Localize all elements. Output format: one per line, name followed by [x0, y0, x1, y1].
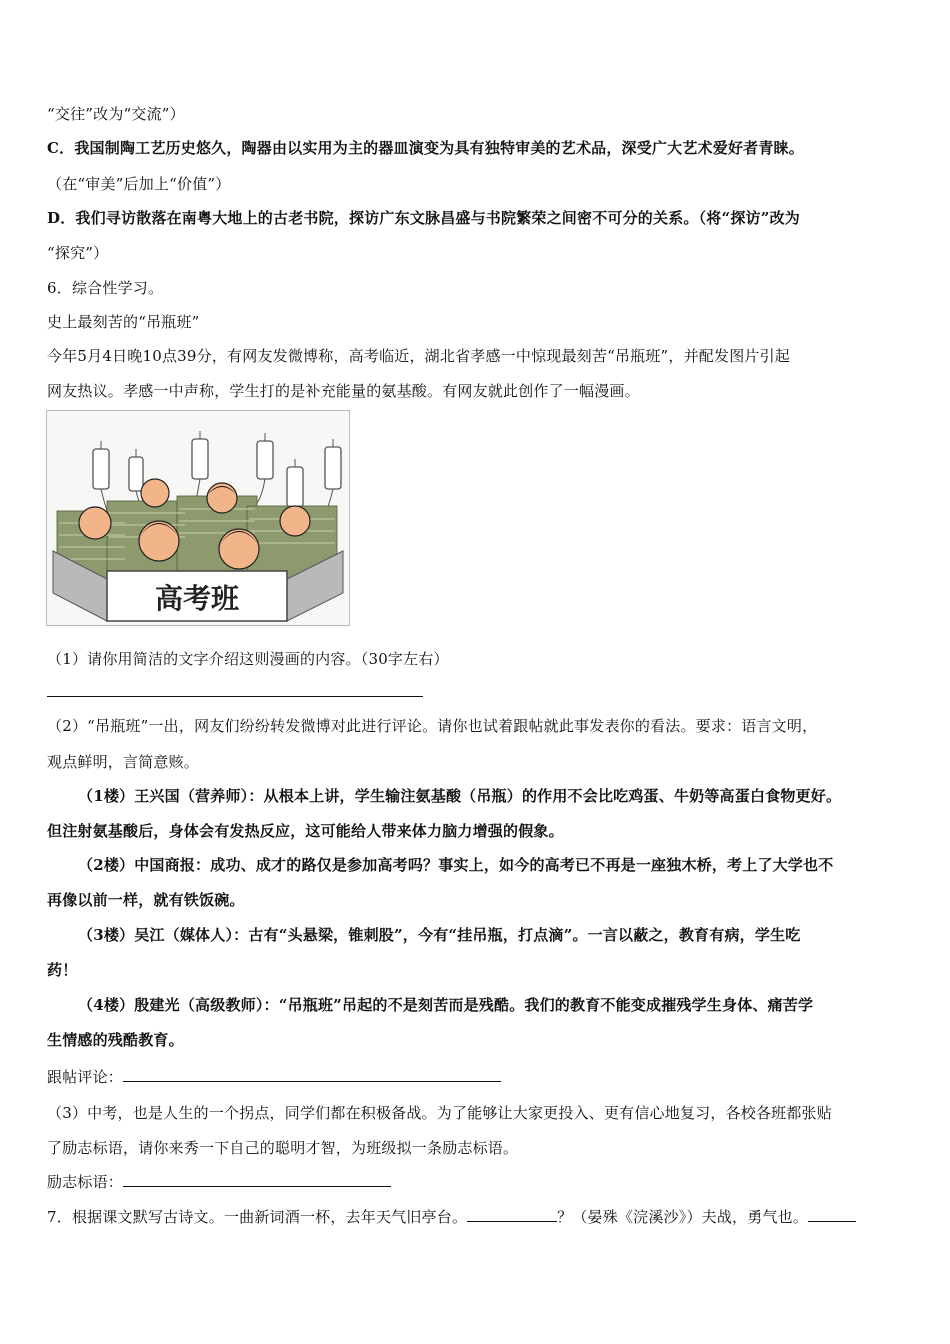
- cartoon-illustration: [47, 411, 349, 625]
- poem-blank-2[interactable]: [808, 1207, 856, 1222]
- cartoon-image: [46, 410, 350, 626]
- question-6-title: 6．综合性学习。: [47, 279, 164, 297]
- option-d: D．我们寻访散落在南粤大地上的古老书院，探访广东文脉昌盛与书院繁荣之间密不可分的关系。（将“探访”改为: [47, 209, 800, 227]
- floor-2-comment-line-2: 再像以前一样，就有铁饭碗。: [47, 891, 245, 909]
- option-c: C．我国制陶工艺历史悠久，陶器由以实用为主的器皿演变为具有独特审美的艺术品，深受广大艺术爱好者青睐。: [47, 139, 804, 157]
- floor-4-comment-line-1: （4楼）殷建光（高级教师）：“吊瓶班”吊起的不是刻苦而是残酷。我们的教育不能变成摧残学生身体、痛苦学: [78, 996, 814, 1014]
- cartoon-label: 高考班: [154, 582, 240, 615]
- floor-3-comment-line-2: 药！: [47, 961, 78, 979]
- question-7-part-2: ？（晏殊《浣溪沙》）夫战，勇气也。: [557, 1208, 809, 1226]
- floor-3-comment-line-1: （3楼）吴江（媒体人）：古有“头悬梁，锥刺股”，今有“挂吊瓶，打点滴”。一言以蔽之，教育有病，学生吃: [78, 926, 801, 944]
- question-6-1: （1）请你用简洁的文字介绍这则漫画的内容。（30字左右）: [47, 650, 449, 668]
- question-6-3-line-2: 了励志标语，请你来秀一下自己的聪明才智，为班级拟一条励志标语。: [47, 1139, 519, 1157]
- poem-blank-1[interactable]: [467, 1207, 557, 1222]
- question-7-row: [47, 1207, 856, 1227]
- floor-1-comment-line-1: （1楼）王兴国（营养师）：从根本上讲，学生输注氨基酸（吊瓶）的作用不会比吃鸡蛋、牛奶等高蛋白食物更好。: [78, 787, 842, 805]
- question-6-2-line-1: （2）“吊瓶班”一出，网友们纷纷转发微博对此进行评论。请你也试着跟帖就此事发表你的看法。要求：语言文明，: [47, 717, 818, 735]
- slogan-answer-row: [47, 1172, 391, 1192]
- floor-1-comment-line-2: 但注射氨基酸后，身体会有发热反应，这可能给人带来体力脑力增强的假象。: [47, 822, 564, 840]
- article-paragraph-line-1: 今年5月4日晚10点39分，有网友发微博称，高考临近，湖北省孝感一中惊现最刻苦“吊瓶班”，并配发图片引起: [47, 347, 791, 365]
- floor-2-comment-line-1: （2楼）中国商报：成功、成才的路仅是参加高考吗？事实上，如今的高考已不再是一座独木桥，考上了大学也不: [78, 856, 834, 874]
- slogan-label: 励志标语：: [47, 1173, 124, 1191]
- comment-answer-row: [47, 1067, 501, 1087]
- option-b-tail: “交往”改为“交流”）: [47, 105, 185, 123]
- article-headline: 史上最刻苦的“吊瓶班”: [47, 313, 200, 331]
- slogan-answer-blank[interactable]: [123, 1172, 391, 1187]
- answer-line-1[interactable]: [47, 696, 423, 697]
- comment-answer-blank[interactable]: [123, 1067, 501, 1082]
- option-d-note: “探究”）: [47, 244, 109, 262]
- article-paragraph-line-2: 网友热议。孝感一中声称，学生打的是补充能量的氨基酸。有网友就此创作了一幅漫画。: [47, 382, 640, 400]
- question-6-3-line-1: （3）中考，也是人生的一个拐点，同学们都在积极备战。为了能够让大家更投入、更有信心地复习，各校各班都张贴: [47, 1104, 832, 1122]
- comment-label: 跟帖评论：: [47, 1068, 124, 1086]
- question-7-part-1: 7．根据课文默写古诗文。一曲新词酒一杯，去年天气旧亭台。: [47, 1208, 468, 1226]
- option-c-note: （在“审美”后加上“价值”）: [47, 175, 231, 193]
- question-6-2-line-2: 观点鲜明，言简意赅。: [47, 753, 200, 771]
- floor-4-comment-line-2: 生情感的残酷教育。: [47, 1031, 184, 1049]
